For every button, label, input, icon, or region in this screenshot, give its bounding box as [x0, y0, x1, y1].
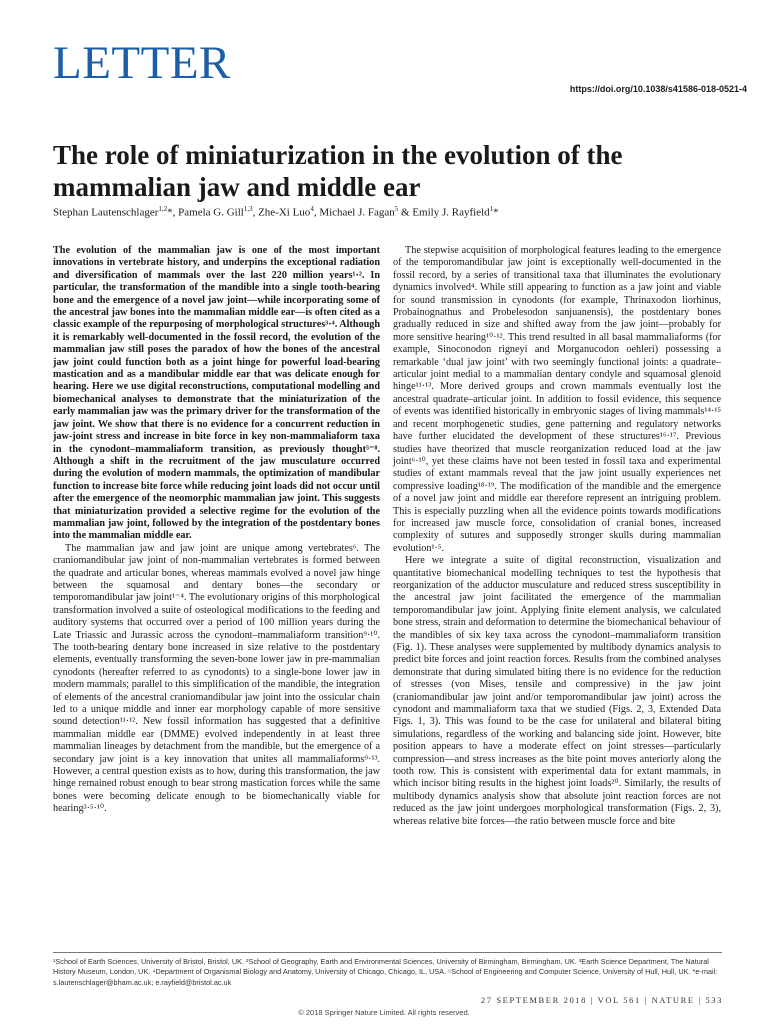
- body-paragraph: The mammalian jaw and jaw joint are unique among vertebrates⁶. The craniomandibular jaw joint of non-mammalian vertebrates is formed between the quadrate and articular bones, whereas mammals evolved a novel jaw hinge between the squamosal and dentary bones—the secondary or temporomandibular jaw joint¹⁻⁴. The evolutionary origins of this morphological transformation involved a suite of osteological modifications to the feeding and auditory systems that occurred over a period of 100 million years during the Late Triassic and Jurassic across the cynodont–mammaliaform transition⁹·¹⁰. The tooth-bearing dentary bone increased in size relative to the postdentary elements, eventually transforming the seven-bone lower jaw in pre-mammalian cynodonts (hereafter referred to as cynodonts) to a single-bone lower jaw in modern mammals; parallel to this simplification of the mandible, the integration of elements of the ancestral craniomandibular jaw joint into the ossicular chain led to a unique middle and inner ear morphology capable of more sensitive sound detection¹¹·¹². New fossil information has suggested that a definitive mammalian middle ear (DMME) evolved independently in at least three mammalian lineages by detachment from the mandible, but the emergence of a secondary jaw joint is a key innovation that unites all mammaliaforms⁹·¹³. However, a central question exists as to how, during this transformation, the jaw hinge remained robust enough to bear strong mastication forces while the same bones were becoming delicate enough to be biomechanically viable for hearing³·⁵·¹⁰.: [53, 542, 380, 815]
- author-name: Stephan Lautenschlager: [53, 206, 159, 219]
- author-name: Emily J. Rayfield: [412, 206, 490, 219]
- author-list: [53, 205, 733, 219]
- author-affiliation: 4: [310, 205, 314, 213]
- affiliations-footnote: ¹School of Earth Sciences, University of Bristol, Bristol, UK. ²School of Geography, Earth and Environmental Sciences, University of Birmingham, Birmingham, UK. ³Earth Science Department, The Natural History Museum, London, UK. ⁴Department of Organismal Biology and Anatomy, University of Chicago, Chicago, IL, USA. ⁵School of Engineering and Computer Science, University of Hull, Hull, UK. *e-mail: s.lautenschlager@bham.ac.uk; e.rayfield@bristol.ac.uk: [53, 957, 718, 987]
- author-separator: ,: [313, 206, 320, 219]
- author-separator: &: [398, 206, 413, 219]
- author-affiliation: 1,2: [158, 205, 168, 213]
- footnote-divider: [53, 952, 722, 953]
- doi-link[interactable]: https://doi.org/10.1038/s41586-018-0521-4: [569, 84, 747, 94]
- author-corresponding-mark: *: [493, 206, 499, 219]
- author-affiliation: 1: [489, 205, 494, 213]
- body-paragraph: The stepwise acquisition of morphological features leading to the emergence of the temporomandibular jaw joint is exceptionally well-documented in the fossil record, by a series of transitional taxa that illuminates the evolutionary dynamics involved⁴. While still appearing to function as a jaw joint and viable for sound transmission in cynodonts (for example, Thrinaxodon liorhinus, Probainognathus and Probelesodon sanjuanensis), the postdentary bones gradually reduced in size and shifted away from the jaw joint—probably for more sensitive hearing¹⁰·¹². This trend resulted in all basal mammaliaforms (for example, Sinoconodon rigneyi and Morganucodon oehleri) possessing a remarkable ‘dual jaw joint’ with two seemingly functional joints: a quadrate–articular joint medial to a mammalian dentary condyle and squamosal glenoid hinge¹¹·¹³. More derived groups and crown mammals eventually lost the ancestral quadrate–articular joint. In addition to fossil evidence, this sequence of events was identified historically in embryonic stages of living mammals¹⁴·¹⁵ and recent morphogenetic studies, gene patterning and regulatory networks have further elucidated the development of these structures¹⁶·¹⁷. Previous studies have theorized that muscle reorganization reduced load at the jaw joint⁶·¹⁰, yet these claims have not been tested in fossil taxa and experimental studies of extant mammals reveal that the jaw joint usually experiences net compressive loading¹⁸·¹⁹. The modification of the mandible and the emergence of a novel jaw joint and middle ear therefore represent an intriguing problem. This is especially puzzling when all the evidence points towards modifications for increased jaw muscle force, consolidation of cranial bones, increased complexity of sutures and supposedly stronger skulls during mammalian evolution¹·⁵.: [393, 245, 721, 554]
- copyright-notice: © 2018 Springer Nature Limited. All rights reserved.: [298, 1008, 470, 1017]
- author-separator: ,: [252, 206, 259, 219]
- left-column: [53, 245, 380, 816]
- author-name: Michael J. Fagan: [319, 206, 395, 219]
- author-affiliation: 1,3: [243, 205, 253, 213]
- author-affiliation: 5: [394, 205, 399, 213]
- article-title: The role of miniaturization in the evolution of the mammalian jaw and middle ear: [53, 140, 623, 202]
- author-corresponding-mark: *: [167, 206, 173, 219]
- body-paragraph: Here we integrate a suite of digital reconstruction, visualization and quantitative biomechanical modelling techniques to test the hypothesis that reorganization of the adductor musculature and reduced stress susceptibility in the ancestral jaw joint facilitated the emergence of the mammalian temporomandibular jaw joint. Applying finite element analysis, we calculated bone stress, strain and deformation to determine the biomechanical behaviour of the mandibles of six key taxa across the cynodont–mammaliaform transition (Fig. 1). These analyses were supplemented by multibody dynamics analysis to predict bite forces and joint reaction forces. Results from the combined analyses demonstrate that during simulated biting there is no evidence for the reduction of stresses (von Mises, tensile and compressive) in the jaw joint (craniomandibular jaw joint and/or temporomandibular jaw joint) across the cynodont and mammaliaform taxa that we studied (Figs. 2, 3, Extended Data Figs. 1, 3). This was found to be the case for unilateral and bilateral biting simulations, regardless of the working and balancing side joint. However, bite position appears to have a moderate effect on joint stresses—particularly compression—and stress increases as the bite point moves anteriorly along the tooth row. This is consistent with experimental data for extant mammals, in which incisor biting results in the highest joint loads²⁰. Similarly, the results of multibody dynamics analysis show that absolute joint reaction forces are not reduced as the jaw joint undergoes morphological transformation (Figs. 2, 3), whereas relative bite forces—the ratio between muscle force and bite: [393, 555, 721, 827]
- right-column: [393, 245, 721, 828]
- author-name: Zhe-Xi Luo: [258, 206, 311, 219]
- author-separator: ,: [172, 206, 179, 219]
- abstract-paragraph: The evolution of the mammalian jaw is one of the most important innovations in vertebrate history, and underpins the exceptional radiation and diversification of mammals over the last 220 million years¹·². In particular, the transformation of the mandible into a single tooth-bearing bone and the emergence of a novel jaw joint—while incorporating some of the ancestral jaw bones into the mammalian middle ear—is often cited as a classic example of the repurposing of morphological structures³·⁴. Although it is remarkably well-documented in the fossil record, the evolution of the mammalian jaw still poses the paradox of how the bones of the ancestral jaw joint could function both as a joint hinge for powerful load-bearing mastication and as a mandibular middle ear that was delicate enough for hearing. Here we use digital reconstructions, computational modelling and biomechanical analyses to demonstrate that the miniaturization of the early mammalian jaw was the primary driver for the transformation of the jaw joint. We show that there is no evidence for a concurrent reduction in jaw-joint stress and increase in bite force in key non-mammaliaform taxa in the cynodont–mammaliaform transition, as previously thought⁵⁻⁸. Although a shift in the recruitment of the jaw musculature occurred during the evolution of modern mammals, the optimization of mandibular function to increase bite force while reducing joint loads did not occur until after the emergence of the neomorphic mammalian jaw joint. This suggests that miniaturization provided a selective regime for the evolution of the mammalian jaw joint, followed by the integration of the postdentary bones into the mammalian middle ear.: [53, 245, 380, 542]
- author-name: Pamela G. Gill: [178, 206, 244, 219]
- page-folio: 27 SEPTEMBER 2018 | VOL 561 | NATURE | 533: [480, 995, 723, 1005]
- section-label: LETTER: [53, 37, 231, 89]
